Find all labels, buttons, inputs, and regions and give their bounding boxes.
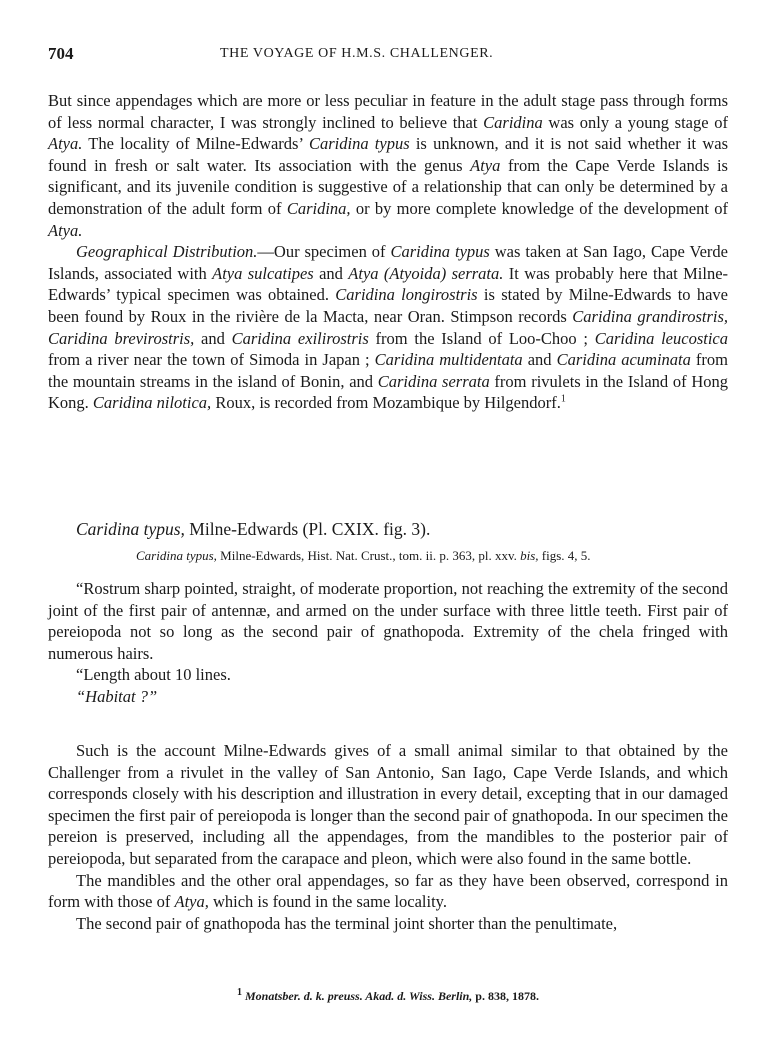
text-span: Milne-Edwards, Hist. Nat. Crust., tom. ii. p. 363, pl. xxv. <box>216 548 521 563</box>
species-authority: Milne-Edwards (Pl. CXIX. fig. 3). <box>184 519 431 539</box>
italic-span: Atya sulcatipes <box>212 263 314 283</box>
italic-span: Geographical Distribution. <box>76 242 258 262</box>
text-span: from the mountain streams in the island of Bonin, and <box>48 350 728 391</box>
text-span: is unknown, and it is not said whether it was found in fresh or salt water. Its association with the genus <box>48 134 728 175</box>
italic-span: Caridina longirostris <box>335 285 478 305</box>
synonymy-line <box>48 546 728 566</box>
italic-span: Atya. <box>48 220 83 240</box>
footnote <box>48 989 728 1004</box>
text-block-3 <box>48 740 728 934</box>
text-span: It was probably here that Milne-Edwards’ typical specimen was obtained. <box>48 263 729 305</box>
text-span: was taken at San Iago, Cape Verde Islands, associated with <box>48 242 728 283</box>
italic-span: Caridina grandirostris, Caridina brevirostris, <box>48 306 729 348</box>
italic-span: Caridina exilirostris <box>231 328 369 348</box>
species-name: Caridina typus, <box>76 519 185 539</box>
species-section <box>48 518 728 708</box>
text-span: Roux, is recorded from Mozambique by Hilgendorf. <box>211 393 561 413</box>
italic-span: Caridina typus, <box>136 548 217 563</box>
paragraph-atya-relationship <box>48 90 728 241</box>
text-span: which is found in the same locality. <box>208 892 447 912</box>
text-span: But since appendages which are more or less peculiar in feature in the adult stage pass through forms of less normal character, I was strongly inclined to believe that <box>48 91 728 132</box>
italic-span: Caridina typus <box>308 134 410 154</box>
text-span: from the Cape Verde Islands is significant, and its juvenile condition is suggestive of a relationship that can only be determined by a demonstration of the adult form of <box>48 155 728 218</box>
text-span: and <box>194 328 232 348</box>
text-span: figs. 4, 5. <box>538 548 591 563</box>
page-number: 704 <box>48 44 74 63</box>
italic-span: Atya (Atyoida) serrata. <box>348 263 504 283</box>
text-span: —Our specimen of <box>257 242 391 262</box>
italic-span: Caridina multidentata <box>374 350 523 370</box>
italic-span: Atya <box>470 155 501 175</box>
text-span: was only a young stage of <box>542 112 728 132</box>
text-span: from a river near the town of Simoda in Japan ; <box>48 350 375 370</box>
text-span: and <box>313 263 349 283</box>
footnote-reference: p. 838, 1878. <box>472 989 539 1003</box>
running-head: THE VOYAGE OF H.M.S. CHALLENGER. <box>220 46 494 61</box>
paragraph-gnathopoda: The second pair of gnathopoda has the terminal joint shorter than the penultimate, <box>76 913 618 933</box>
text-span: from the Island of Loo-Choo ; <box>368 328 595 348</box>
quote-habitat: “Habitat ?” <box>76 686 158 706</box>
quote-description: “Rostrum sharp pointed, straight, of moderate proportion, not reaching the extremity of the second joint of the first pair of antennæ, and armed on the under surface with three little teeth. First pair of pereiopoda not so long as the second pair of gnathopoda. Extremity of the chela fringed with numerous hairs. <box>48 579 728 663</box>
italic-span: Caridina leucostica <box>594 328 728 348</box>
page-header <box>48 44 728 66</box>
text-span: or by more complete knowledge of the development of <box>350 198 728 218</box>
text-span: The mandibles and the other oral appendages, so far as they have been observed, correspond in form with those of <box>48 870 728 912</box>
italic-span: Atya, <box>174 892 209 912</box>
footnote-title: Monatsber. d. k. preuss. Akad. d. Wiss. Berlin, <box>245 989 473 1003</box>
text-span: is stated by Milne-Edwards to have been found by Roux in the rivière de la Macta, near Oran. Stimpson records <box>48 285 728 326</box>
text-span: and <box>522 350 557 370</box>
paragraph-geographical-distribution <box>48 241 728 414</box>
italic-span: Caridina <box>483 112 543 132</box>
italic-span: Caridina typus <box>390 242 490 262</box>
footnote-ref: 1 <box>560 393 566 405</box>
species-heading <box>48 518 728 540</box>
footnote-mark: 1 <box>237 987 243 998</box>
italic-span: bis, <box>520 548 539 563</box>
italic-span: Atya. <box>48 134 83 154</box>
italic-span: Caridina nilotica, <box>92 393 212 413</box>
italic-span: Caridina, <box>286 198 351 218</box>
text-span: from rivulets in the Island of Hong Kong. <box>48 371 728 413</box>
italic-span: Caridina acuminata <box>556 350 691 370</box>
text-block-1 <box>48 90 728 414</box>
quote-length: “Length about 10 lines. <box>76 665 231 685</box>
paragraph-mandibles <box>48 870 728 913</box>
text-span: The locality of Milne-Edwards’ <box>82 134 309 154</box>
paragraph-account: Such is the account Milne-Edwards gives of a small animal similar to that obtained by the Challenger from a rivulet in the valley of San Antonio, San Iago, Cape Verde Islands, and which corresponds closely with his description and illustration in every detail, excepting that in our damaged specimen the first pair of pereiopoda is longer than the second pair of gnathopoda. In our specimen the pereion is preserved, including all the appendages, from the mandibles to the posterior pair of pereiopoda, but separated from the carapace and pleon, which were also found in the same bottle. <box>48 741 728 868</box>
italic-span: Caridina serrata <box>377 371 490 391</box>
